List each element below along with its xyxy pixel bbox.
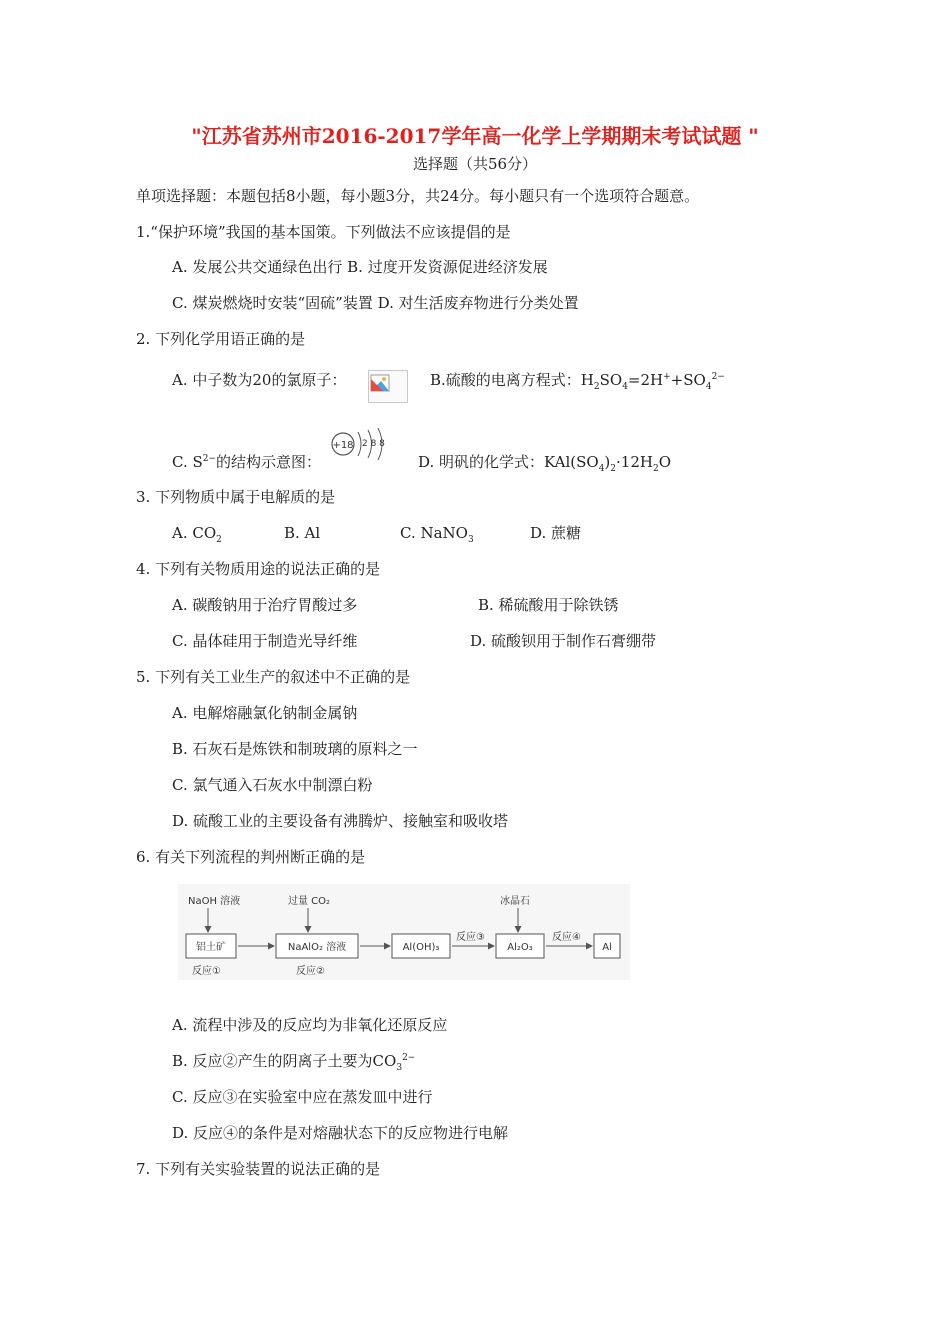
q6-option-c: C. 反应③在实验室中应在蒸发皿中进行 [172,1088,433,1106]
q2-option-b: B.硫酸的电离方程式：$H_2SO_4=2H^++SO_4^{2-}$ [430,371,725,392]
q5-stem: 5. 下列有关工业生产的叙述中不正确的是 [136,668,411,686]
q5-option-c: C. 氯气通入石灰水中制漂白粉 [172,776,373,794]
shell-electron-counts: 2 8 8 [362,439,385,449]
q5-option-b: B. 石灰石是炼铁和制玻璃的原料之一 [172,740,418,758]
reaction-4-label: 反应④ [552,932,581,943]
reagent-cryolite: 冰晶石 [500,896,530,907]
q6-option-d: D. 反应④的条件是对熔融状态下的反应物进行电解 [172,1124,509,1142]
reaction-1-label: 反应① [192,966,221,977]
q1-options-ab: A. 发展公共交通绿色出行 B. 过度开发资源促进经济发展 [172,258,548,276]
q3-option-d: D. 蔗糖 [530,524,582,542]
instructions: 单项选择题：本题包括8小题，每小题3分，共24分。每小题只有一个选项符合题意。 [136,187,700,205]
box-naalo2-label: NaAlO₂ 溶液 [287,942,347,953]
q4-option-a: A. 碳酸钠用于治疗胃酸过多 [172,596,358,614]
process-flow-diagram [178,884,630,980]
reagent-co2: 过量 CO₂ [288,896,331,907]
q7-stem: 7. 下列有关实验装置的说法正确的是 [136,1160,381,1178]
document-title: "江苏省苏州市2016-2017学年高一化学上学期期末考试试题 " [191,124,759,148]
reagent-naoh: NaOH 溶液 [188,896,241,907]
chlorine-atom-image [368,370,408,403]
q5-option-d: D. 硫酸工业的主要设备有沸腾炉、接触室和吸收塔 [172,812,509,830]
box-al-label: Al [602,942,612,953]
nucleus-label: +18 [332,440,354,451]
q2-option-d: D. 明矾的化学式：$KAl(SO_4)_2\cdot 12H_2O$ [418,453,671,474]
q3-option-c: C. NaNO$_3$ [400,524,474,545]
q3-stem: 3. 下列物质中属于电解质的是 [136,488,336,506]
section-subtitle: 选择题（共56分） [412,155,538,173]
q3-option-b: B. Al [284,524,321,542]
q6-stem: 6. 有关下列流程的判州断正确的是 [136,848,366,866]
reaction-2-label: 反应② [296,966,325,977]
q4-option-d: D. 硫酸钡用于制作石膏绷带 [470,632,657,650]
q5-option-a: A. 电解熔融氯化钠制金属钠 [172,704,358,722]
q6-option-b: B. 反应②产生的阴离子土要为$CO_3^{2-}$ [172,1052,416,1073]
q4-option-b: B. 稀硫酸用于除铁锈 [478,596,619,614]
q2-option-a: A. 中子数为20的氯原子： [172,371,347,389]
sulfide-structure-diagram [330,428,392,468]
q4-stem: 4. 下列有关物质用途的说法正确的是 [136,560,381,578]
q2-option-c: C. $S^{2-}$的结构示意图： [172,453,322,471]
q1-options-cd: C. 煤炭燃烧时安装“固硫”装置 D. 对生活废弃物进行分类处置 [172,294,579,312]
box-bauxite-label: 铝土矿 [196,942,226,953]
q4-option-c: C. 晶体硅用于制造光导纤维 [172,632,358,650]
box-al2o3-label: Al₂O₃ [507,942,533,953]
q6-option-a: A. 流程中涉及的反应均为非氧化还原反应 [172,1016,448,1034]
q1-stem: 1.“保护环境”我国的基本国策。下列做法不应该提倡的是 [136,223,511,241]
q3-option-a: A. $CO_2$ [172,524,222,545]
box-aloh3-label: Al(OH)₃ [402,942,440,953]
q2-stem: 2. 下列化学用语正确的是 [136,330,306,348]
reaction-3-label: 反应③ [456,932,485,943]
